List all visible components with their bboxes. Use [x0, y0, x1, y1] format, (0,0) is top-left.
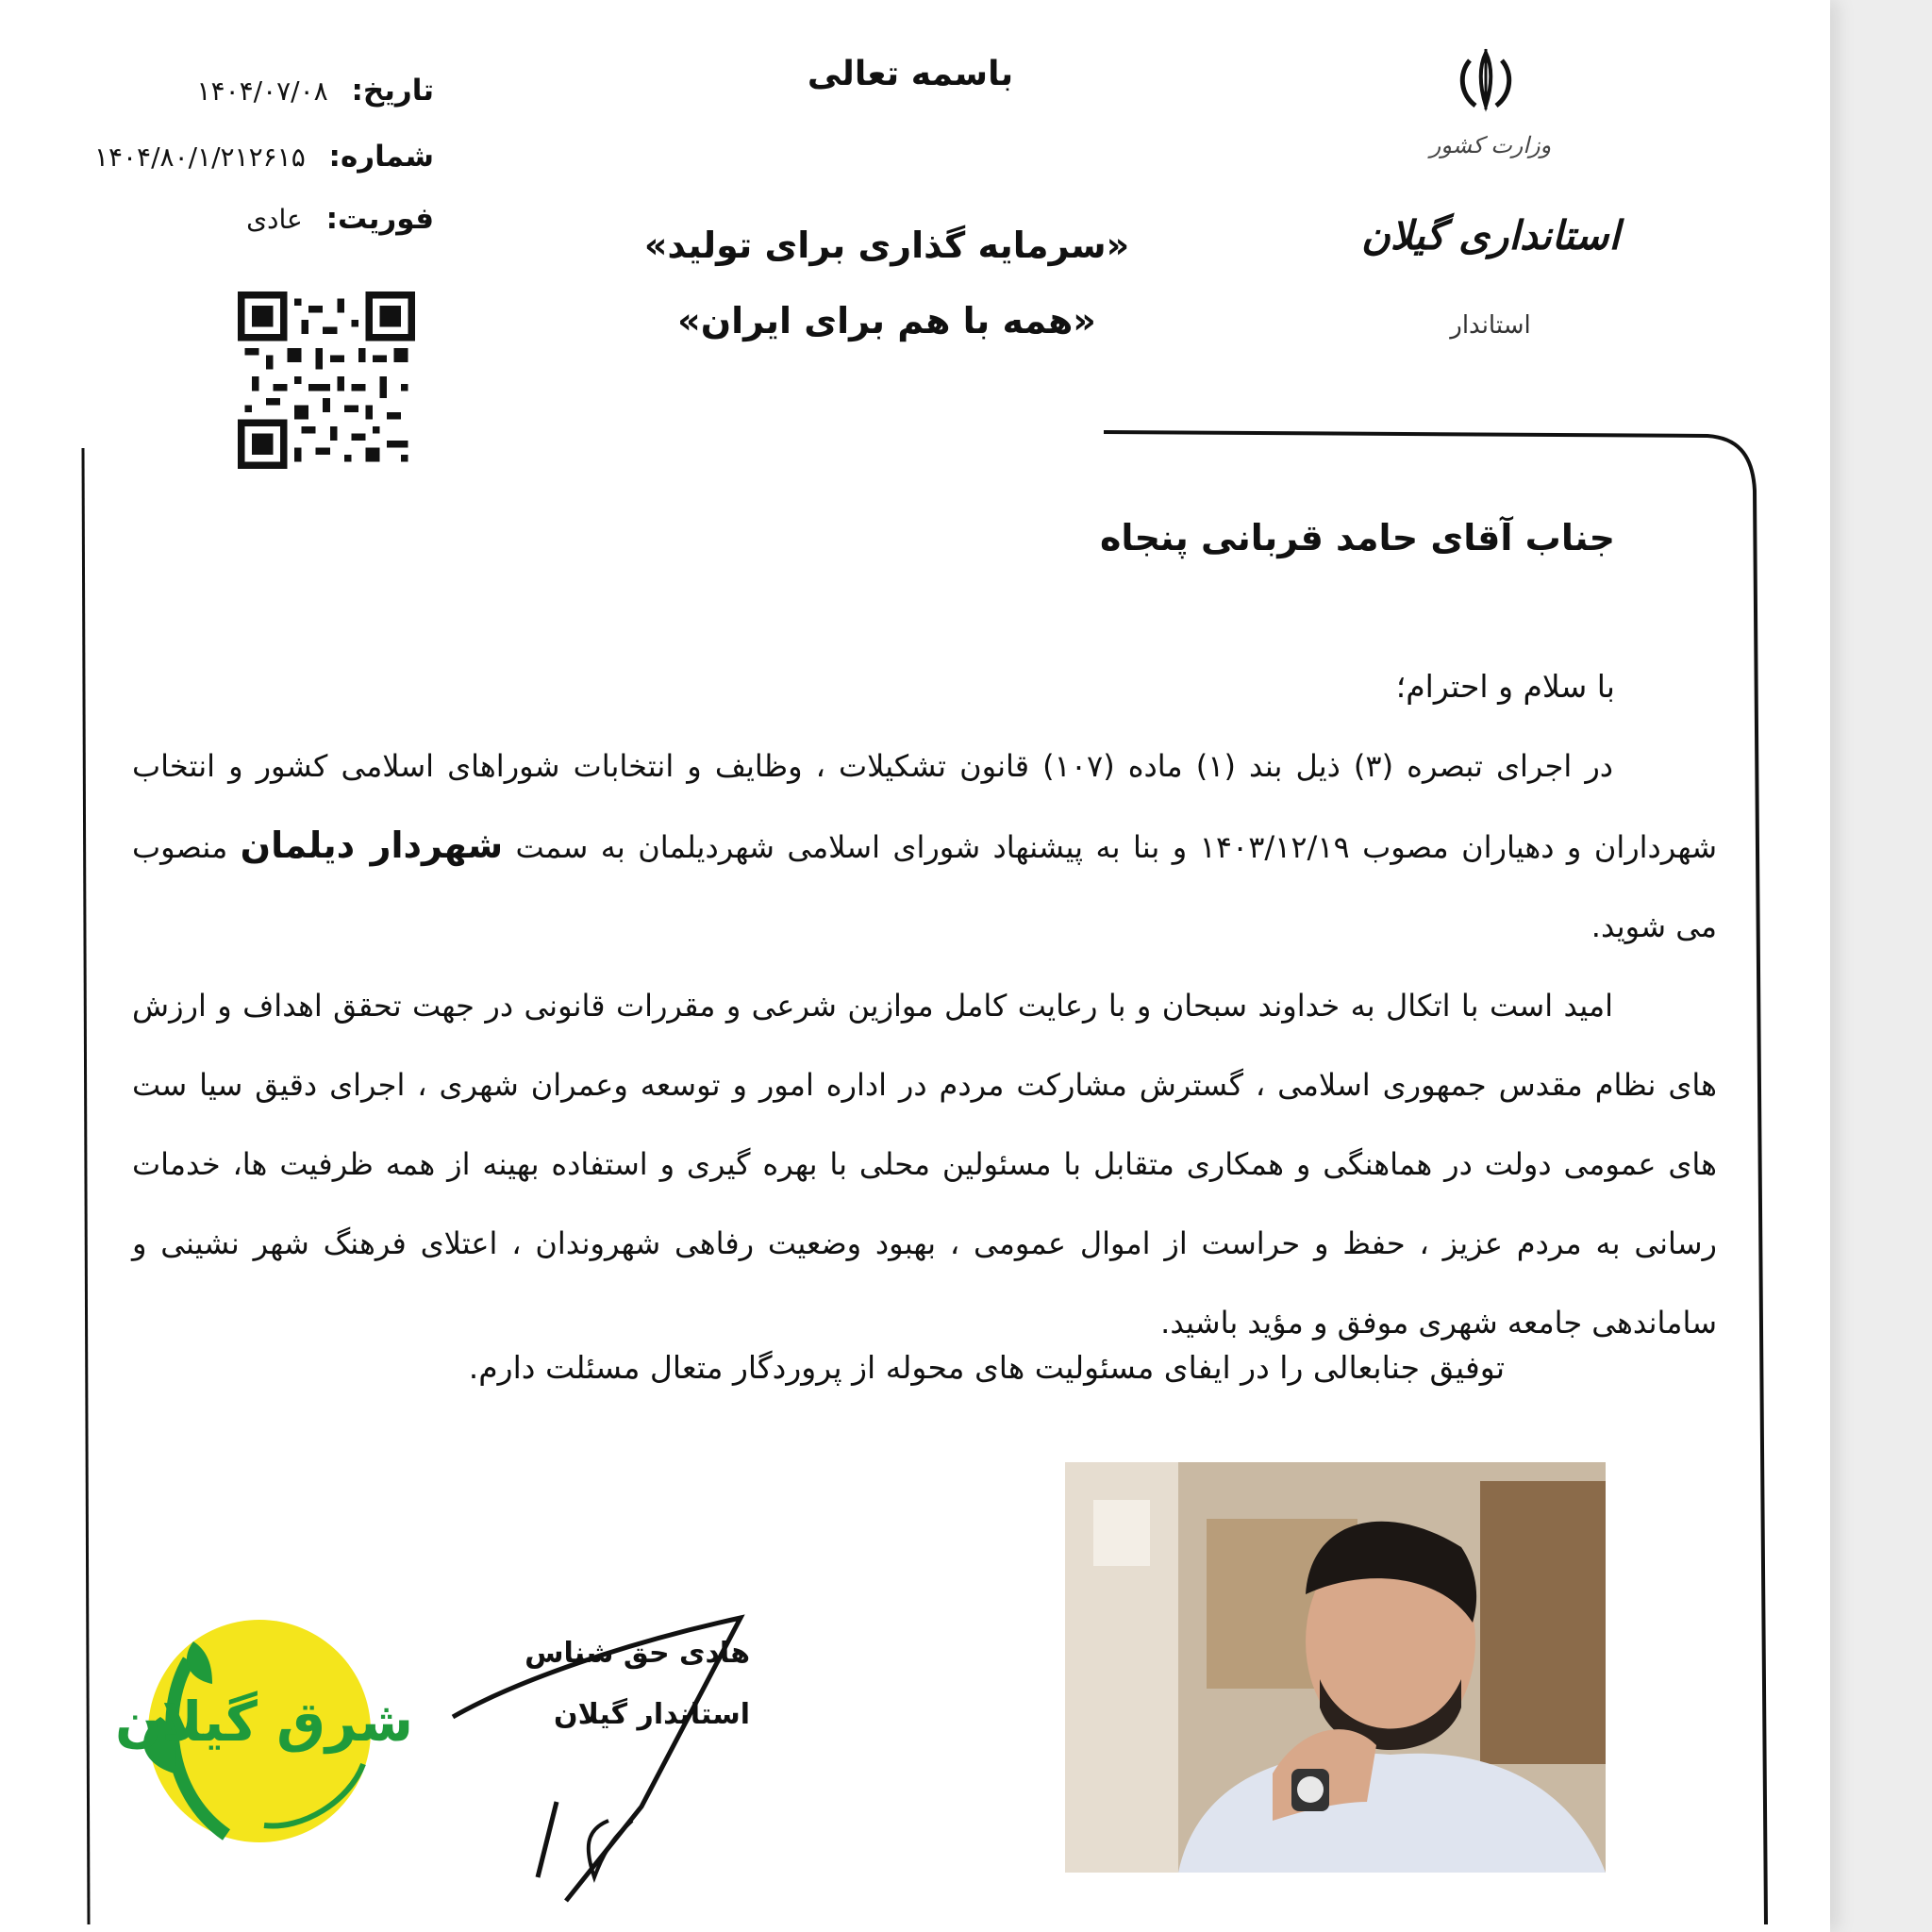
slogan-together: «همه با هم برای ایران» [677, 300, 1096, 341]
date-row [57, 74, 434, 108]
greeting: با سلام و احترام؛ [1395, 668, 1615, 705]
ministry-label: وزارت کشور [1429, 132, 1552, 158]
signatory-name: هادی حق شناس [525, 1637, 750, 1670]
qr-code-icon [238, 291, 415, 470]
person-portrait-icon [1065, 1462, 1606, 1873]
date-value: ۱۴۰۴/۰۷/۰۸ [196, 75, 328, 107]
sharq-gilan-logo [114, 1604, 414, 1858]
number-label: شماره: [328, 140, 434, 174]
priority-row [57, 202, 434, 236]
logo-text: شرق گیلان [114, 1690, 414, 1754]
governor-office-label: استاندار [1450, 311, 1531, 340]
paragraph-appointment-text: در اجرای تبصره (۳) ذیل بند (۱) ماده (۱۰۷) قانون تشکیلات ، وظایف و انتخابات شوراهای اسلامی کشور و انتخاب شهرداران و دهیاران مصوب ۱۴۰۳/۱۲/۱۹ و بنا به پیشنهاد شورای اسلامی شهردیلمان به سمت [132, 748, 1718, 865]
signatory-title: استاندار گیلان [554, 1698, 750, 1731]
paragraph-wishes: امید است با اتکال به خداوند سبحان و با رعایت کامل موازین شرعی و مقررات قانونی در جهت تحقق اهداف و ارزش های نظام مقدس جمهوری اسلامی ، گسترش مشارکت مردم در اداره امور و توسعه وعمران شهری ، اجرای دقیق سیا ست های عمومی دولت در هماهنگی و همکاری متقابل با مسئولین محلی با بهره گیری و استفاده بهینه از همه ظرفیت ها، خدمات رسانی به مردم عزیز ، حفظ و حراست از اموال عمومی ، بهبود وضعیت رفاهی شهروندان ، اعتلای فرهنگ شهر نشینی و ساماندهی جامعه شهری موفق و مؤید باشید. [132, 988, 1717, 1341]
recipient: جناب آقای حامد قربانی پنجاه [1099, 517, 1615, 558]
date-label: تاریخ: [351, 74, 434, 108]
appointment-position: شهردار دیلمان [240, 824, 504, 866]
number-value: ۱۴۰۴/۸۰/۱/۲۱۲۶۱۵ [93, 142, 306, 173]
governorate-title: استانداری گیلان [1360, 212, 1621, 258]
paragraph-appointment [132, 726, 1717, 966]
slogan-investment: «سرمایه گذاری برای تولید» [643, 225, 1130, 266]
priority-label: فوریت: [325, 202, 434, 236]
letter-body [132, 726, 1717, 1362]
number-row [57, 140, 434, 174]
paragraph-appointment-end: منصوب می شوید. [132, 829, 1717, 944]
basmala: باسمه تعالی [807, 55, 1014, 93]
priority-value: عادی [246, 204, 303, 235]
closing-sentence: توفیق جنابعالی را در ایفای مسئولیت های محوله از پروردگار متعال مسئلت دارم. [468, 1349, 1505, 1386]
iran-emblem-icon [1443, 47, 1528, 113]
